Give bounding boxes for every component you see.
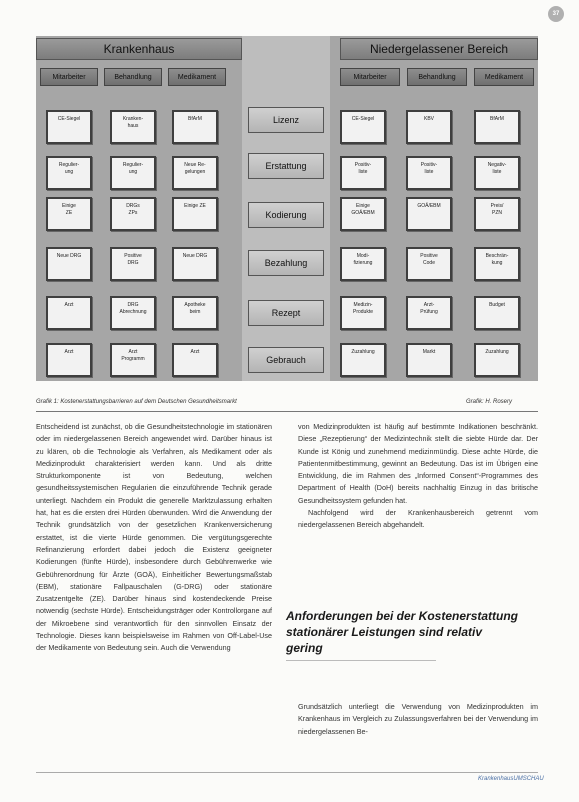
hospital-header: Krankenhaus [36,38,242,60]
outpatient-box: Preis/ PZN [474,197,520,231]
hospital-box: DRGs ZPs [110,197,156,231]
figure-credit: Grafik: H. Rosery [466,399,513,405]
outpatient-box: Negativ- liste [474,156,520,190]
outpatient-box: Arzt- Prüfung [406,296,452,330]
outpatient-box: Zuzahlung [340,343,386,377]
outpatient-box: BfArM [474,110,520,144]
hospital-category-label: Medikament [168,68,226,86]
hospital-category-label: Mitarbeiter [40,68,98,86]
barrier-label: Kodierung [248,202,324,228]
outpatient-box: Positiv- liste [340,156,386,190]
figure-caption: Grafik 1: Kostenerstattungsbarrieren auf dem Deutschen Gesundheitsmarkt [36,399,237,405]
outpatient-category-label: Behandlung [407,68,467,86]
outpatient-box: Modi- fizierung [340,247,386,281]
outpatient-box: GOÄ/EBM [406,197,452,231]
outpatient-box: Beschrän- kung [474,247,520,281]
outpatient-box: Positive Code [406,247,452,281]
hospital-box: Einige ZE [172,197,218,231]
text-column-left [36,421,272,655]
outpatient-box: Budget [474,296,520,330]
hospital-box: Neue DRG [172,247,218,281]
hospital-box: Arzt [46,296,92,330]
outpatient-category-label: Medikament [474,68,534,86]
paragraph: Nachfolgend wird der Krankenhausbereich getrennt vom niedergelassenen Bereich abgehandelt. [298,508,538,530]
hospital-box: Regulier- ung [46,156,92,190]
barrier-label: Gebrauch [248,347,324,373]
outpatient-box: KBV [406,110,452,144]
text-column-right-top [298,421,538,532]
heading-underline [286,660,436,661]
hospital-box: Kranken- haus [110,110,156,144]
outpatient-header: Niedergelassener Bereich [340,38,538,60]
outpatient-box: Einige GOÄ/EBM [340,197,386,231]
hospital-box: DRG Abrechnung [110,296,156,330]
paragraph: Entscheidend ist zunächst, ob die Gesundheitstechnologie im stationären oder im niedergelassenen Bereich angewendet wird. Darüber hinaus ist zu klären, ob die Technologie als Verfahren, als Medikament oder als Medizinprodukt charakterisiert werden kann. Und als dritte Strukturkomponente ist von Bedeutung, welchen gesundheitssystemischen Regularien die einzuführende Technik gerade unterliegt. Nachdem ein Produkt die generelle Marktzulassung erhalten hat, hat es die ersten drei Hürden überwunden. Wird die Anwendung der Technik grundsätzlich von der gesetzlichen Krankenversicherung erstattet, ist die vierte Hürde genommen. Die vergütungsgerechte Refinanzierung erfordert dabei jedoch die Existenz geeigneter Kodierungen (fünfte Hürde), insbesondere durch Gebührenwerke wie Gebührenordnung für Ärzte (GOÄ), Einheitlicher Bewertungsmaßstab (EBM), stationäre Fallpauschalen (G-DRG) oder stationäre Zusatzentgelte (ZE). Darüber hinaus sind kostendeckende Preise notwendig (sechste Hürde). Entscheidungsträger oder Kontrollorgane auf der Mikroebene sind verantwortlich für den sinnvollen Einsatz der Technologie. Dieses kann beispielsweise im Rahmen von Off-Label-Use der Medikamente von Bedeutung sein. Auch die Verwendung [36,422,272,653]
hospital-box: Neue DRG [46,247,92,281]
section-heading: Anforderungen bei der Kostenerstattung stationärer Leistungen sind relativ gering [286,609,519,655]
hospital-box: Arzt [46,343,92,377]
hospital-category-label: Behandlung [104,68,162,86]
barrier-label: Rezept [248,300,324,326]
hospital-box: Positive DRG [110,247,156,281]
hospital-box: CE-Siegel [46,110,92,144]
hospital-box: Arzt [172,343,218,377]
hospital-box: Einige ZE [46,197,92,231]
barrier-label: Erstattung [248,153,324,179]
text-column-right-bottom [298,701,538,738]
caption-divider [36,411,538,412]
hospital-box: Neue Re- gelungen [172,156,218,190]
hospital-box: Apotheke beim [172,296,218,330]
hospital-box: Arzt Programm [110,343,156,377]
footer-rule [36,772,538,773]
outpatient-box: Positiv- liste [406,156,452,190]
outpatient-box: Medizin- Produkte [340,296,386,330]
outpatient-box: CE-Siegel [340,110,386,144]
paragraph: Grundsätzlich unterliegt die Verwendung von Medizinprodukten im Krankenhaus im Vergleich zu Zulassungsverfahren bei der Verwendung im niedergelassenen Be- [298,702,538,736]
footer-journal: KrankenhausUMSCHAU [478,776,544,782]
outpatient-category-label: Mitarbeiter [340,68,400,86]
page-number: 37 [548,6,564,22]
outpatient-box: Markt [406,343,452,377]
hospital-box: Regulier- ung [110,156,156,190]
paragraph: von Medizinprodukten ist häufig auf bestimmte Indikationen beschränkt. Diese „Rezeptierung“ der Medizintechnik stellt die siebte Hürde dar. Der Kunde ist König und zunehmend medizinmündig. Diese achte Hürde, die Patientenmitbestimmung, gewinnt an Bedeutung. Das ist im Übrigen eine Entwicklung, die im Rahmen des „Informed Consent“-Programmes des Department of Health (DoH) bereits nachhaltig Einzug in das britische Gesundheitssystem gefunden hat. [298,422,538,505]
barrier-label: Lizenz [248,107,324,133]
barrier-label: Bezahlung [248,250,324,276]
hospital-box: BfArM [172,110,218,144]
outpatient-box: Zuzahlung [474,343,520,377]
